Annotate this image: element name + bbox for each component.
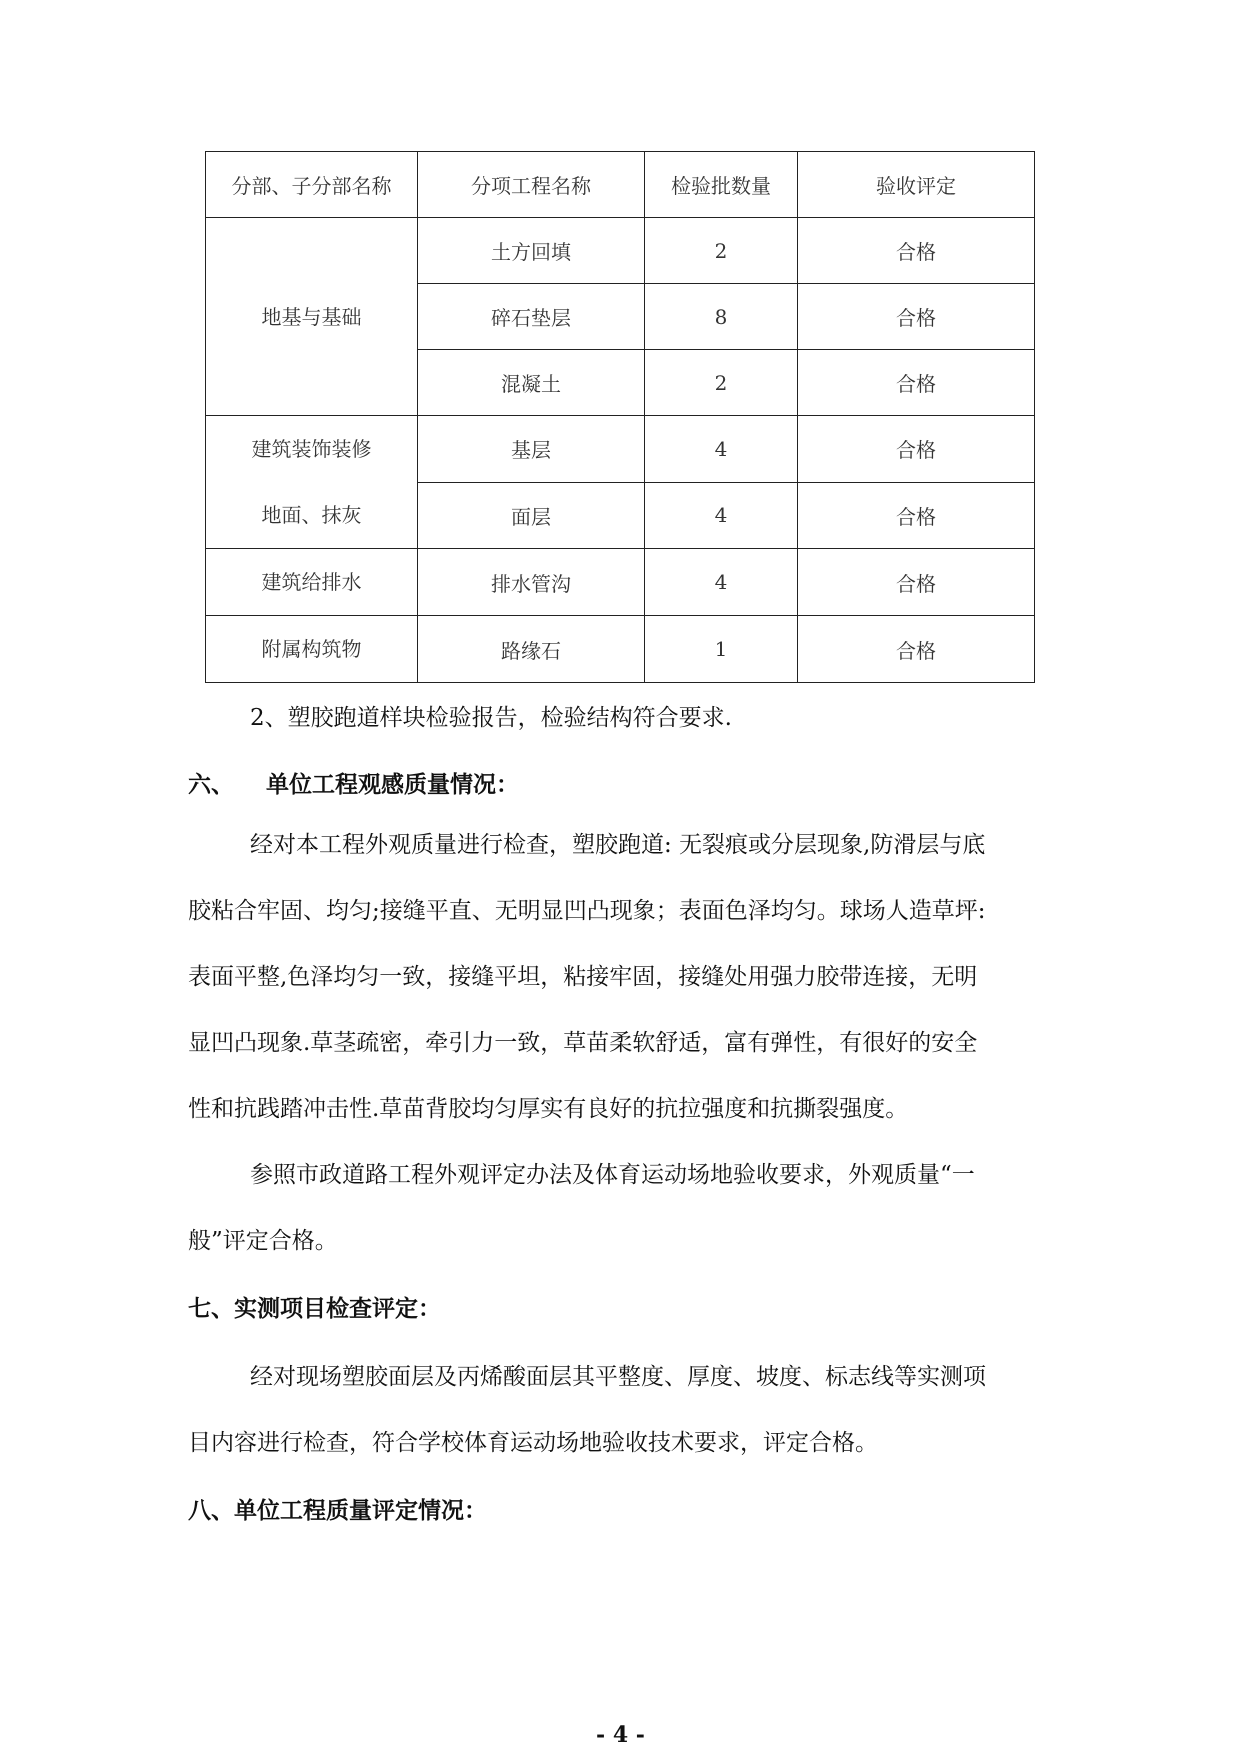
acceptance-result: 合格 bbox=[798, 350, 1035, 416]
division-name: 地面、抹灰 bbox=[261, 503, 362, 527]
text-line: 参照市政道路工程外观评定办法及体育运动场地验收要求，外观质量“一 bbox=[250, 1162, 975, 1188]
text-line: 显凹凸现象.草茎疏密，牵引力一致，草苗柔软舒适，富有弹性，有很好的安全 bbox=[188, 1030, 978, 1056]
table-row bbox=[206, 416, 1035, 483]
sub-item-name: 排水管沟 bbox=[418, 549, 645, 616]
batch-count: 4 bbox=[645, 549, 798, 616]
acceptance-result: 合格 bbox=[798, 416, 1035, 483]
text-line: 经对现场塑胶面层及丙烯酸面层其平整度、厚度、坡度、标志线等实测项 bbox=[250, 1364, 986, 1390]
page-number: - 4 - bbox=[596, 1722, 645, 1748]
section-8-heading: 八、单位工程质量评定情况： bbox=[188, 1497, 487, 1524]
division-name: 建筑装饰装修 bbox=[251, 437, 372, 461]
acceptance-result: 合格 bbox=[798, 616, 1035, 683]
sub-item-name: 碎石垫层 bbox=[418, 284, 645, 350]
column-header: 分项工程名称 bbox=[418, 152, 645, 218]
inspection-table bbox=[205, 151, 1035, 683]
text-line: 表面平整,色泽均匀一致，接缝平坦，粘接牢固，接缝处用强力胶带连接，无明 bbox=[188, 964, 978, 990]
text-line: 目内容进行检查，符合学校体育运动场地验收技术要求，评定合格。 bbox=[188, 1430, 878, 1456]
acceptance-result: 合格 bbox=[798, 284, 1035, 350]
batch-count: 2 bbox=[645, 218, 798, 284]
batch-count: 4 bbox=[645, 482, 798, 549]
table-header-row bbox=[206, 152, 1035, 218]
sub-item-name: 路缘石 bbox=[418, 616, 645, 683]
column-header: 分部、子分部名称 bbox=[206, 152, 418, 218]
sub-item-name: 土方回填 bbox=[418, 218, 645, 284]
section-6-heading: 六、 单位工程观感质量情况： bbox=[188, 771, 520, 798]
section-7-heading: 七、实测项目检查评定： bbox=[188, 1295, 441, 1322]
division-name: 附属构筑物 bbox=[261, 637, 362, 661]
division-name-cell bbox=[206, 616, 418, 683]
column-header: 检验批数量 bbox=[645, 152, 798, 218]
sub-item-name: 面层 bbox=[418, 482, 645, 549]
acceptance-result: 合格 bbox=[798, 218, 1035, 284]
table-row bbox=[206, 549, 1035, 616]
acceptance-result: 合格 bbox=[798, 482, 1035, 549]
division-name-cell bbox=[206, 416, 418, 549]
sample-report-note: 2、塑胶跑道样块检验报告，检验结构符合要求. bbox=[250, 705, 732, 731]
division-name: 地基与基础 bbox=[261, 304, 362, 329]
text-line: 胶粘合牢固、均匀;接缝平直、无明显凹凸现象；表面色泽均匀。球场人造草坪: bbox=[188, 898, 986, 924]
division-name-cell bbox=[206, 549, 418, 616]
batch-count: 2 bbox=[645, 350, 798, 416]
division-name-cell bbox=[206, 218, 418, 416]
sub-item-name: 基层 bbox=[418, 416, 645, 483]
batch-count: 4 bbox=[645, 416, 798, 483]
table-row bbox=[206, 616, 1035, 683]
sub-item-name: 混凝土 bbox=[418, 350, 645, 416]
text-line: 经对本工程外观质量进行检查，塑胶跑道: 无裂痕或分层现象,防滑层与底 bbox=[250, 832, 986, 858]
acceptance-result: 合格 bbox=[798, 549, 1035, 616]
text-line: 性和抗践踏冲击性.草苗背胶均匀厚实有良好的抗拉强度和抗撕裂强度。 bbox=[188, 1096, 909, 1122]
text-line: 般”评定合格。 bbox=[188, 1228, 338, 1254]
division-name: 建筑给排水 bbox=[261, 570, 362, 594]
batch-count: 8 bbox=[645, 284, 798, 350]
table-row bbox=[206, 218, 1035, 284]
batch-count: 1 bbox=[645, 616, 798, 683]
column-header: 验收评定 bbox=[798, 152, 1035, 218]
